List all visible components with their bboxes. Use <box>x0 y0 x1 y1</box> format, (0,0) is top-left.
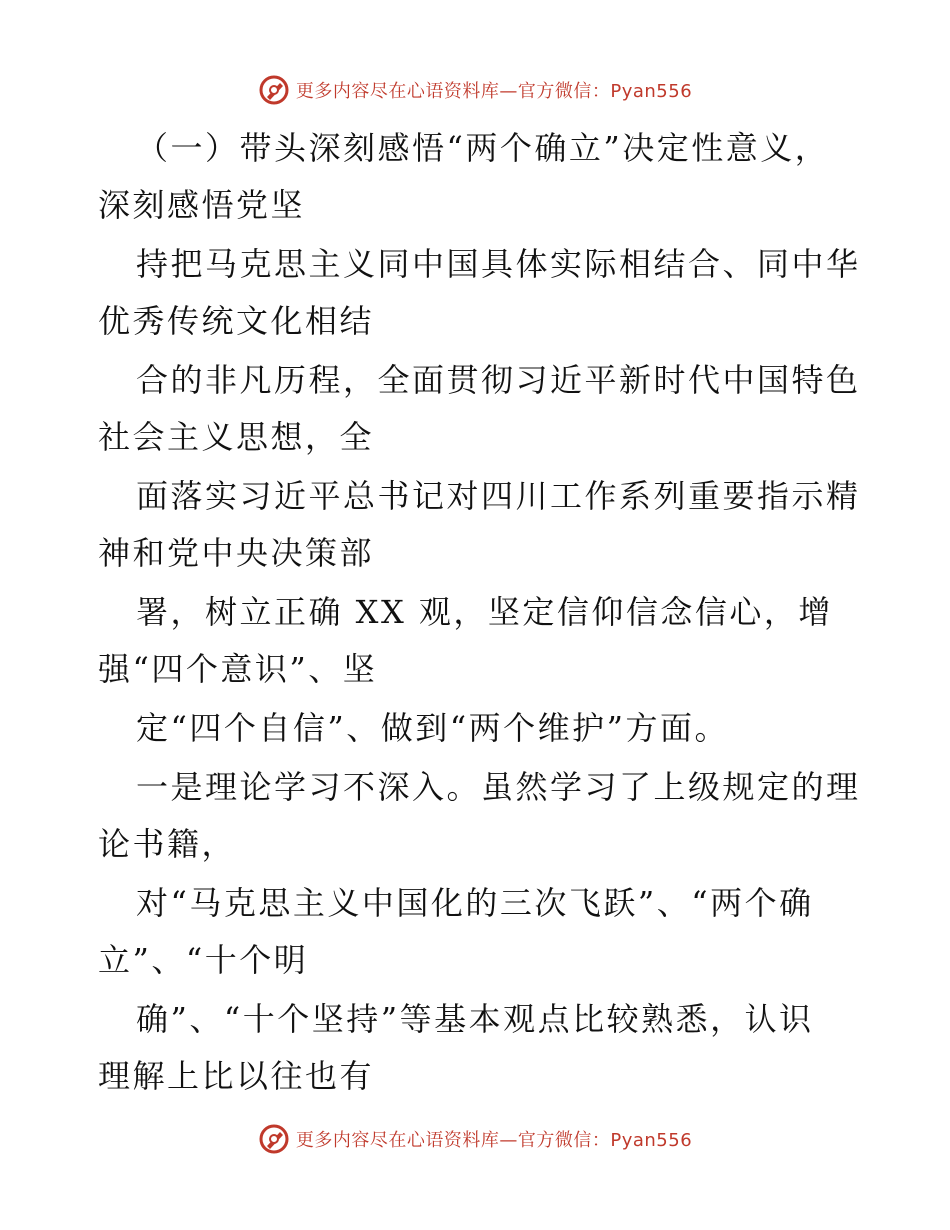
text-line: 社会主义思想，全 <box>98 418 375 456</box>
text-line: （一）带头深刻感悟“两个确立”决定性意义， <box>136 129 830 167</box>
text-line: 强“四个意识”、坚 <box>98 650 378 688</box>
footer-banner <box>0 1119 950 1159</box>
text-line: 定“四个自信”、做到“两个维护”方面。 <box>136 709 729 747</box>
text-line: 对“马克思主义中国化的三次飞跃”、“两个确 <box>136 884 814 922</box>
logo-icon <box>258 1123 290 1155</box>
logo-icon <box>258 74 290 106</box>
text-line: 面落实习近平总书记对四川工作系列重要指示精 <box>136 477 861 515</box>
text-line: 署，树立正确 XX 观，坚定信仰信念信心，增 <box>136 593 833 631</box>
text-line: 论书籍， <box>98 825 237 863</box>
footer-banner-text: 更多内容尽在心语资料库—官方微信：Pyan556 <box>295 1130 693 1151</box>
text-line: 立”、“十个明 <box>98 941 309 979</box>
text-line: 优秀传统文化相结 <box>98 302 375 340</box>
text-line: 一是理论学习不深入。虽然学习了上级规定的理 <box>136 768 861 806</box>
text-line: 神和党中央决策部 <box>98 534 375 572</box>
text-line: 理解上比以往也有 <box>98 1057 375 1095</box>
header-banner <box>0 70 950 110</box>
text-line: 确”、“十个坚持”等基本观点比较熟悉，认识 <box>136 1000 814 1038</box>
text-line: 合的非凡历程，全面贯彻习近平新时代中国特色 <box>136 361 861 399</box>
header-banner-text: 更多内容尽在心语资料库—官方微信：Pyan556 <box>295 81 693 102</box>
text-line: 持把马克思主义同中国具体实际相结合、同中华 <box>136 245 861 283</box>
text-line: 深刻感悟党坚 <box>98 186 306 224</box>
